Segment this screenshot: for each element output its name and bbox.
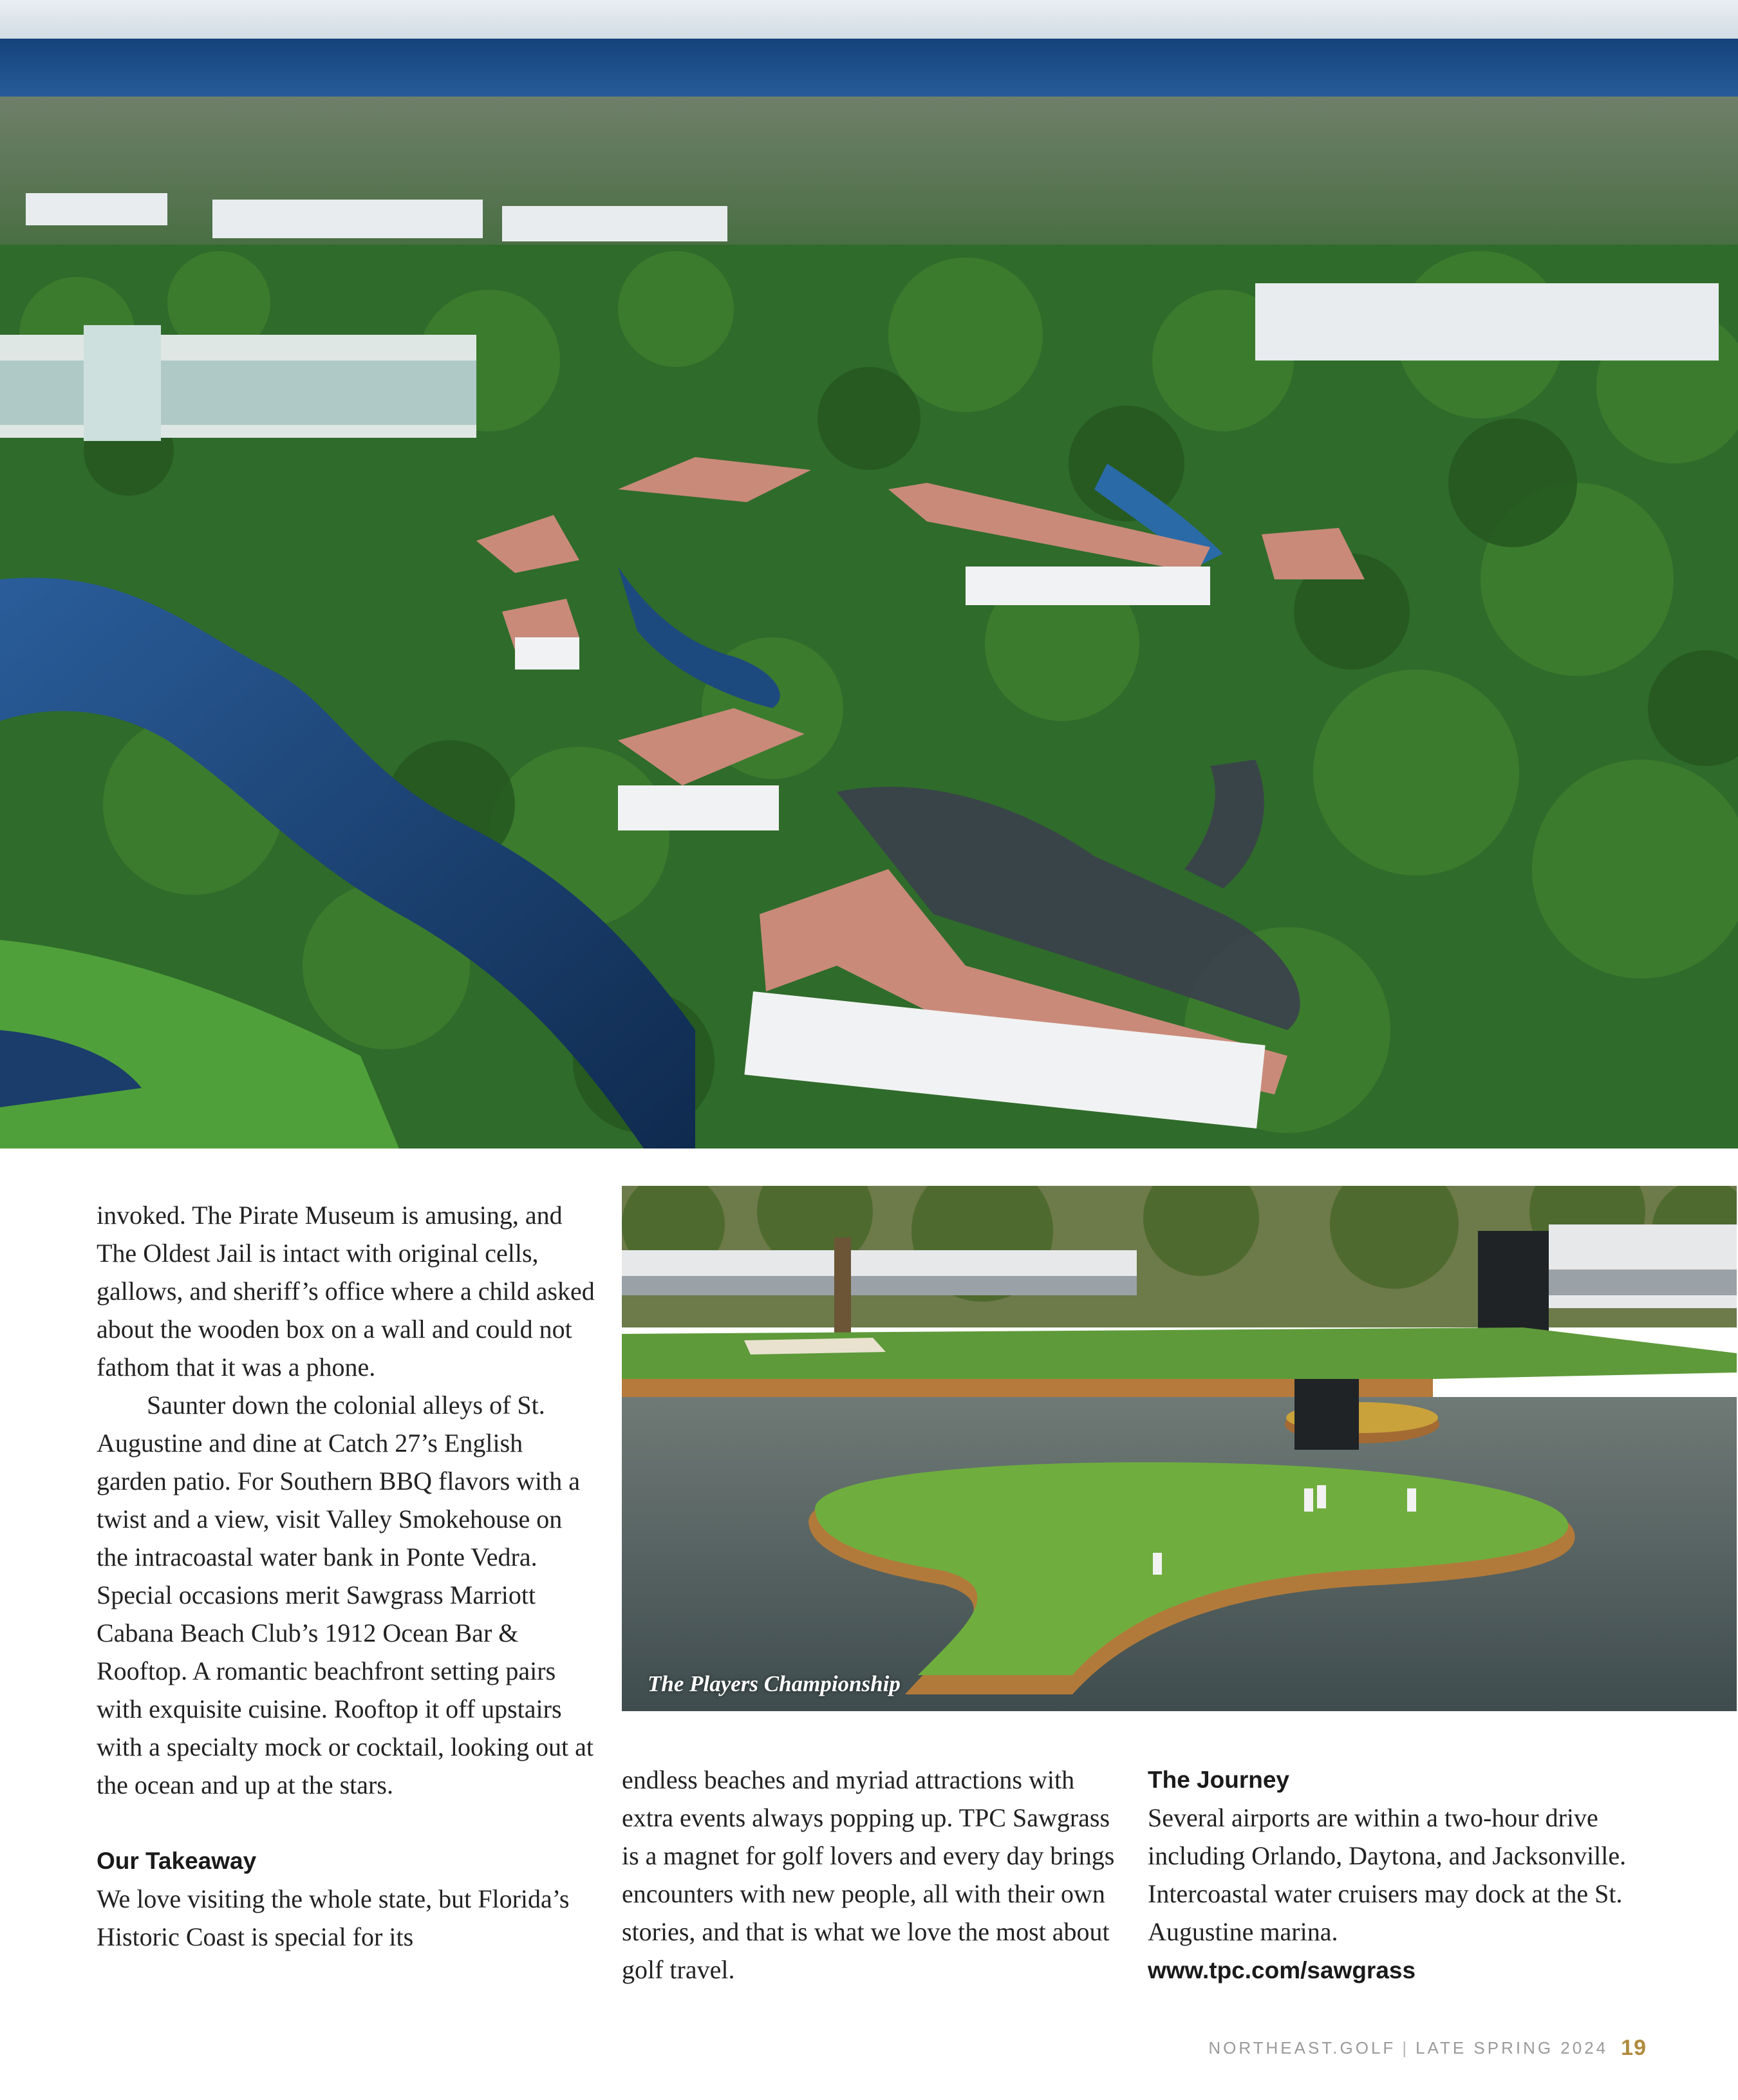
- photo-caption: The Players Championship: [648, 1671, 901, 1696]
- article-column-right: [1148, 1761, 1663, 1989]
- body-paragraph: Saunter down the colonial alleys of St. Augustine and dine at Catch 27’s English garden patio. For Southern BBQ flavors with a twist and a view, visit Valley Smokehouse on the intracoastal water bank in Ponte Vedra. Special occasions merit Sawgrass Marriott Cabana Beach Club’s 1912 Ocean Bar & Rooftop. A romantic beachfront setting pairs with exquisite cuisine. Rooftop it off upstairs with a specialty mock or cocktail, looking out at the ocean and up at the stars.: [97, 1391, 594, 1799]
- body-paragraph: invoked. The Pirate Museum is amusing, and The Oldest Jail is intact with original cells, gallows, and sheriff’s office where a child asked about the wooden box on a wall and could not fathom that it was a phone.: [97, 1201, 595, 1382]
- footer-separator: |: [1402, 2038, 1410, 2058]
- page-footer: [1208, 2029, 1647, 2067]
- website-link[interactable]: www.tpc.com/sawgrass: [1148, 1957, 1416, 1983]
- section-heading-our-takeaway: Our Takeaway: [97, 1848, 257, 1874]
- issue-label: LATE SPRING 2024: [1416, 2038, 1609, 2058]
- section-heading-the-journey: The Journey: [1148, 1767, 1289, 1793]
- body-paragraph: We love visiting the whole state, but Florida’s Historic Coast is special for its: [97, 1884, 570, 1951]
- publication-name: NORTHEAST.GOLF: [1208, 2038, 1396, 2058]
- body-paragraph: Several airports are within a two-hour drive including Orlando, Daytona, and Jacksonville. Intercoastal water cruisers may dock at the St. Augustine marina.: [1148, 1803, 1627, 1946]
- body-paragraph: endless beaches and myriad attractions with extra events always popping up. TPC Sawgrass is a magnet for golf lovers and every day brings encounters with new people, all with their own stories, and that is what we love the most about golf travel.: [622, 1765, 1115, 1984]
- article-column-middle: [622, 1761, 1124, 1989]
- island-green-photo: [622, 1186, 1737, 1711]
- article-column-left: [97, 1196, 599, 1956]
- page-number: 19: [1621, 2035, 1647, 2060]
